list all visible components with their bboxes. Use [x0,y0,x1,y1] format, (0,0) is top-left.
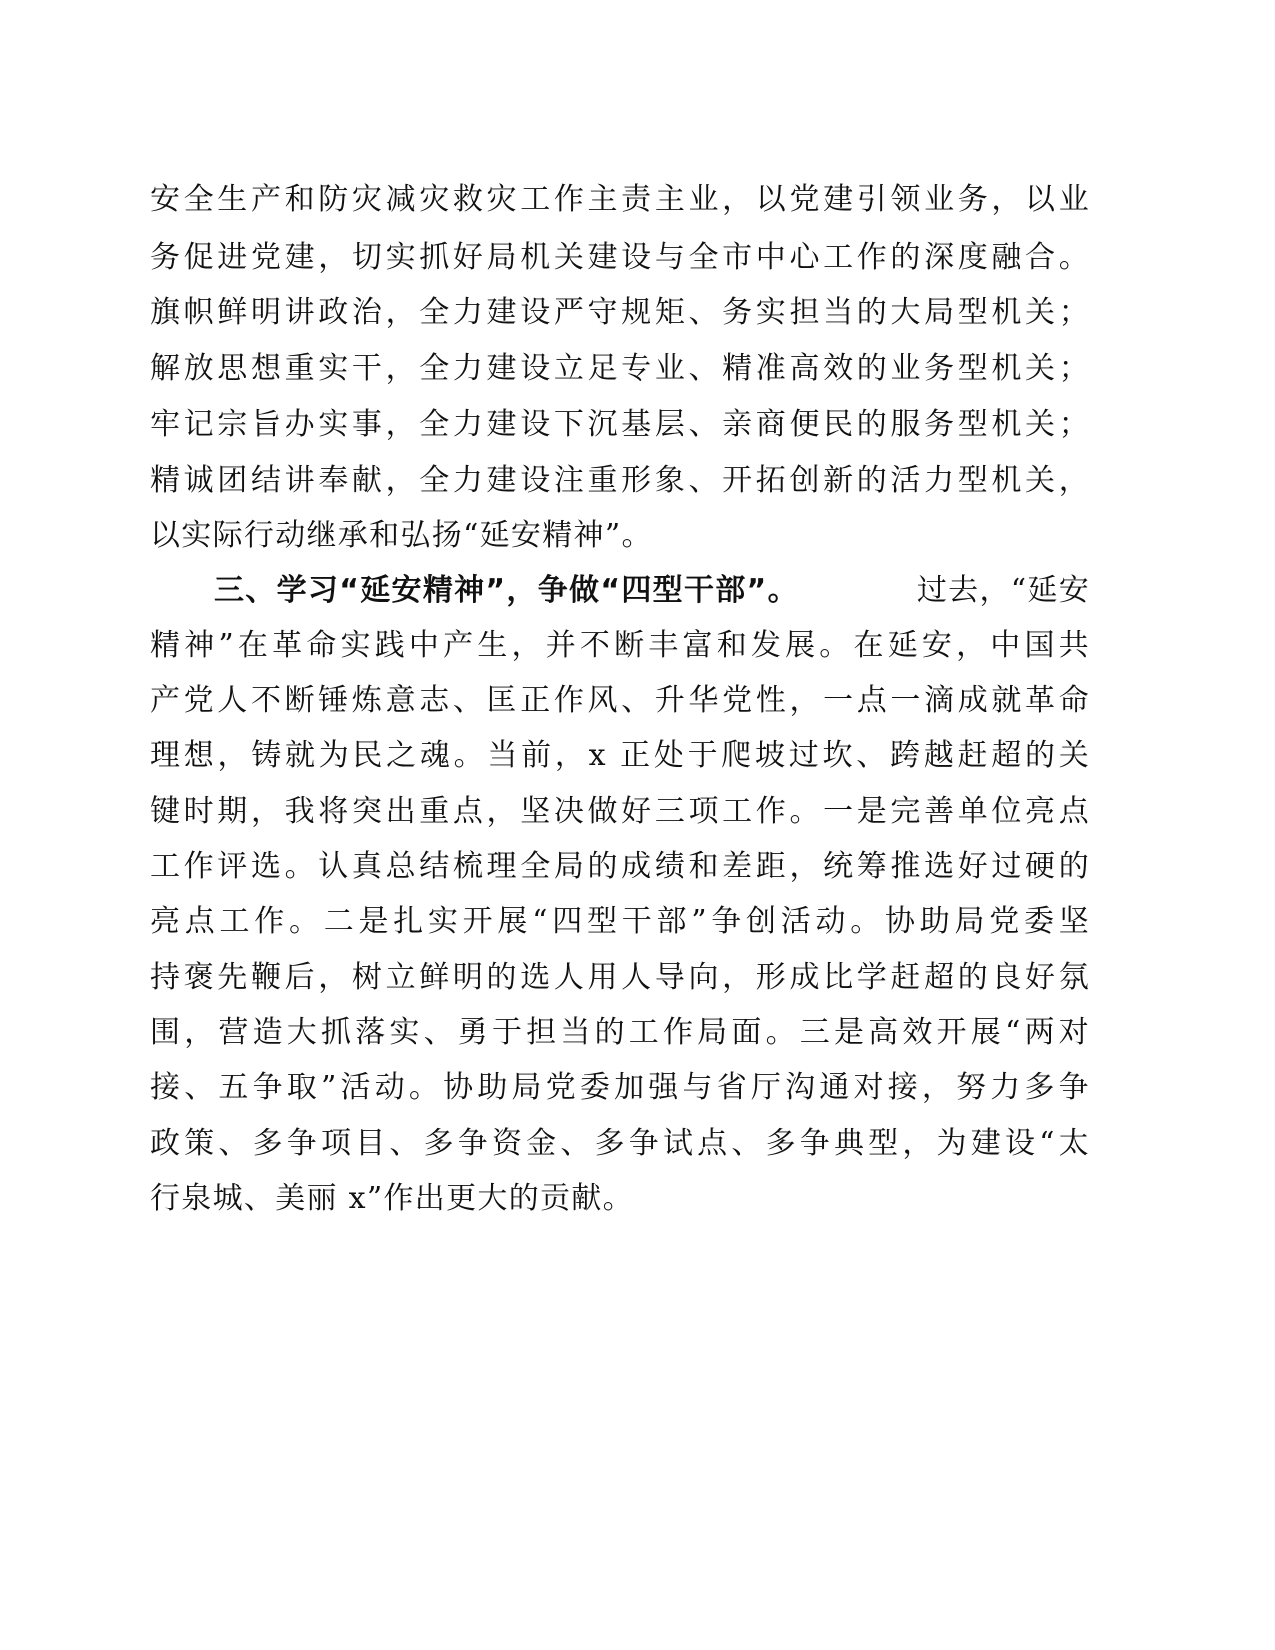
paragraph1-line-6: 精诚团结讲奉献，全力建设注重形象、开拓创新的活力型机关， [150,463,1090,498]
paragraph2-line-10: 接、五争取”活动。协助局党委加强与省厅沟通对接，努力多争 [150,1070,1090,1105]
paragraph2-line-9: 围，营造大抓落实、勇于担当的工作局面。三是高效开展“两对 [150,1015,1090,1050]
paragraph2-line-4: 理想，铸就为民之魂。当前，x 正处于爬坡过坎、跨越赶超的关 [150,738,1090,773]
paragraph2-line-2: 精神”在革命实践中产生，并不断丰富和发展。在延安，中国共 [150,628,1090,663]
paragraph2-line-5: 键时期，我将突出重点，坚决做好三项工作。一是完善单位亮点 [150,794,1090,829]
paragraph2-first-line [150,562,1090,620]
section-heading-continuation: 过去，“延安 [916,573,1090,608]
paragraph2-line-12: 行泉城、美丽 x”作出更大的贡献。 [150,1181,634,1216]
paragraph2-line-11: 政策、多争项目、多争资金、多争试点、多争典型，为建设“太 [150,1126,1090,1161]
paragraph1-line-2: 务促进党建，切实抓好局机关建设与全市中心工作的深度融合。 [150,240,1090,275]
paragraph2-line-8: 持褒先鞭后，树立鲜明的选人用人导向，形成比学赶超的良好氛 [150,960,1090,995]
paragraph2-line-3: 产党人不断锤炼意志、匡正作风、升华党性，一点一滴成就革命 [150,683,1090,718]
paragraph1-line-3: 旗帜鲜明讲政治，全力建设严守规矩、务实担当的大局型机关； [150,295,1090,330]
paragraph1-line-1: 安全生产和防灾减灾救灾工作主责主业，以党建引领业务，以业 [150,182,1090,217]
paragraph2-line-7: 亮点工作。二是扎实开展“四型干部”争创活动。协助局党委坚 [150,904,1090,939]
section-heading: 三、学习“延安精神”，争做“四型干部”。 [214,573,799,608]
paragraph1-line-4: 解放思想重实干，全力建设立足专业、精准高效的业务型机关； [150,351,1090,386]
paragraph1-line-7: 以实际行动继承和弘扬“延安精神”。 [150,518,653,553]
paragraph2-line-6: 工作评选。认真总结梳理全局的成绩和差距，统筹推选好过硬的 [150,849,1090,884]
paragraph1-line-5: 牢记宗旨办实事，全力建设下沉基层、亲商便民的服务型机关； [150,407,1090,442]
